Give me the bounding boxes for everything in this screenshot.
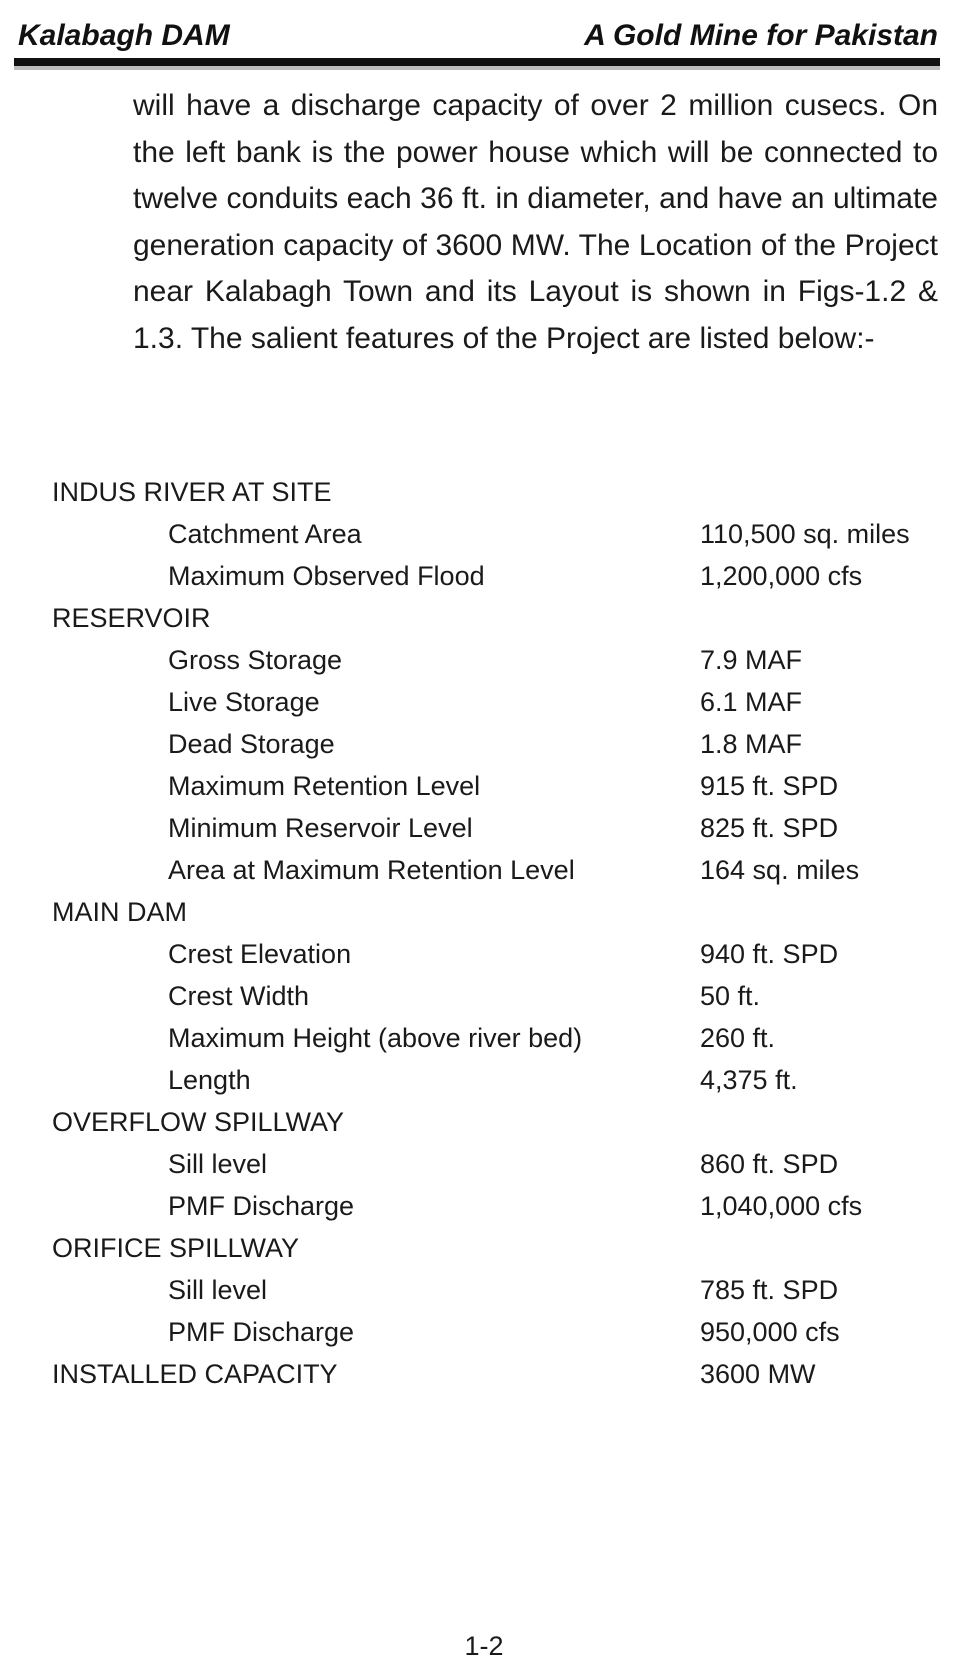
feature-value: 110,500 sq. miles (700, 519, 910, 549)
feature-section-row (0, 1101, 968, 1143)
feature-label: Sill level (168, 1149, 268, 1179)
feature-label: PMF Discharge (168, 1191, 355, 1221)
feature-label: Dead Storage (168, 729, 335, 759)
feature-section-heading: ORIFICE SPILLWAY (52, 1233, 300, 1263)
feature-item-row (0, 513, 968, 555)
feature-section-row (0, 471, 968, 513)
feature-label: Maximum Observed Flood (168, 561, 485, 591)
feature-value: 940 ft. SPD (700, 939, 839, 969)
header-rule (14, 58, 940, 70)
feature-item-row (0, 975, 968, 1017)
feature-section-heading: OVERFLOW SPILLWAY (52, 1107, 345, 1137)
feature-item-row (0, 807, 968, 849)
feature-item-row (0, 1143, 968, 1185)
feature-value: 915 ft. SPD (700, 771, 839, 801)
feature-label: Length (168, 1065, 251, 1095)
feature-section-row (0, 891, 968, 933)
feature-value: 50 ft. (700, 981, 761, 1011)
feature-item-row (0, 849, 968, 891)
feature-label: Crest Elevation (168, 939, 352, 969)
feature-label: Maximum Height (above river bed) (168, 1023, 583, 1053)
feature-value: 950,000 cfs (700, 1317, 840, 1347)
salient-features-list (0, 471, 968, 1395)
feature-item-row (0, 1311, 968, 1353)
feature-section-heading: INSTALLED CAPACITY (52, 1359, 338, 1389)
page-number: 1-2 (464, 1631, 504, 1661)
feature-item-row (0, 933, 968, 975)
feature-item-row (0, 1017, 968, 1059)
feature-label: PMF Discharge (168, 1317, 355, 1347)
feature-value: 3600 MW (700, 1359, 816, 1389)
feature-value: 260 ft. (700, 1023, 776, 1053)
feature-section-row (0, 1227, 968, 1269)
feature-value: 785 ft. SPD (700, 1275, 839, 1305)
feature-section-row (0, 597, 968, 639)
feature-label: Maximum Retention Level (168, 771, 481, 801)
feature-value: 6.1 MAF (700, 687, 803, 717)
header-left-title: Kalabagh DAM (18, 19, 230, 52)
feature-label: Minimum Reservoir Level (168, 813, 473, 843)
feature-label: Area at Maximum Retention Level (168, 855, 575, 885)
feature-item-row (0, 723, 968, 765)
feature-label: Crest Width (168, 981, 310, 1011)
feature-item-row (0, 555, 968, 597)
feature-item-row (0, 681, 968, 723)
page-header (14, 14, 938, 60)
feature-label: Sill level (168, 1275, 268, 1305)
header-right-title: A Gold Mine for Pakistan (584, 19, 938, 52)
feature-value: 1.8 MAF (700, 729, 803, 759)
feature-item-row (0, 639, 968, 681)
feature-section-heading: MAIN DAM (52, 897, 187, 927)
feature-section-heading: RESERVOIR (52, 603, 211, 633)
feature-item-row (0, 765, 968, 807)
feature-value: 164 sq. miles (700, 855, 860, 885)
intro-paragraph: will have a discharge capacity of over 2 million cusecs. On the left bank is the power house which will be connected to twelve conduits each 36 ft. in diameter, and have an ultimate generation capacity of 3600 MW. The Location of the Project near Kalabagh Town and its Layout is shown in Figs-1.2 & 1.3. The salient features of the Project are listed below:- (133, 89, 938, 355)
feature-value: 7.9 MAF (700, 645, 803, 675)
feature-label: Catchment Area (168, 519, 362, 549)
feature-value: 1,040,000 cfs (700, 1191, 863, 1221)
feature-value: 825 ft. SPD (700, 813, 839, 843)
feature-item-row (0, 1059, 968, 1101)
feature-item-row (0, 1269, 968, 1311)
feature-value: 4,375 ft. (700, 1065, 798, 1095)
feature-label: Live Storage (168, 687, 320, 717)
feature-section-row (0, 1353, 968, 1395)
feature-section-heading: INDUS RIVER AT SITE (52, 477, 332, 507)
feature-label: Gross Storage (168, 645, 343, 675)
feature-item-row (0, 1185, 968, 1227)
feature-value: 1,200,000 cfs (700, 561, 863, 591)
feature-value: 860 ft. SPD (700, 1149, 839, 1179)
